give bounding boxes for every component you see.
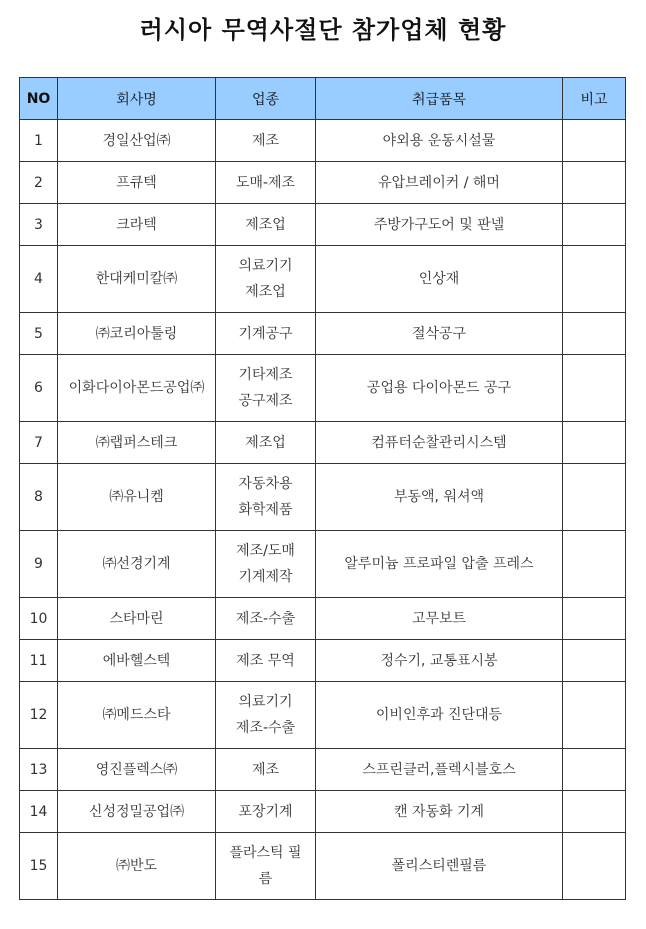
row-items: 알루미늄 프로파일 압출 프레스: [316, 531, 563, 598]
table-row: [20, 355, 626, 422]
row-industry: 포장기계: [216, 791, 316, 833]
table-row: [20, 598, 626, 640]
table-header-row: [20, 78, 626, 120]
table-row: [20, 791, 626, 833]
row-industry: 제조: [216, 749, 316, 791]
row-items: 야외용 운동시설물: [316, 120, 563, 162]
row-no: 15: [20, 833, 58, 900]
row-company: 이화다이아몬드공업㈜: [58, 355, 216, 422]
row-items: 유압브레이커 / 해머: [316, 162, 563, 204]
row-company: ㈜반도: [58, 833, 216, 900]
row-industry: 제조-수출: [216, 598, 316, 640]
row-note: [563, 120, 626, 162]
row-no: 14: [20, 791, 58, 833]
row-no: 4: [20, 246, 58, 313]
row-items: 이비인후과 진단대등: [316, 682, 563, 749]
table-row: [20, 204, 626, 246]
row-company: ㈜메드스타: [58, 682, 216, 749]
row-industry: 자동차용 화학제품: [216, 464, 316, 531]
table-row: [20, 162, 626, 204]
row-company: 신성정밀공업㈜: [58, 791, 216, 833]
row-company: ㈜선경기계: [58, 531, 216, 598]
row-company: 에바헬스텍: [58, 640, 216, 682]
table-row: [20, 120, 626, 162]
row-note: [563, 749, 626, 791]
header-items: 취급품목: [316, 78, 563, 120]
table-row: [20, 464, 626, 531]
row-no: 8: [20, 464, 58, 531]
row-industry: 제조업: [216, 422, 316, 464]
row-company: 경일산업㈜: [58, 120, 216, 162]
row-no: 5: [20, 313, 58, 355]
header-company: 회사명: [58, 78, 216, 120]
table-row: [20, 422, 626, 464]
row-note: [563, 313, 626, 355]
row-items: 캔 자동화 기계: [316, 791, 563, 833]
header-note: 비고: [563, 78, 626, 120]
row-note: [563, 246, 626, 313]
table-row: [20, 682, 626, 749]
row-note: [563, 204, 626, 246]
row-note: [563, 162, 626, 204]
row-no: 6: [20, 355, 58, 422]
row-no: 7: [20, 422, 58, 464]
row-items: 인상재: [316, 246, 563, 313]
row-items: 컴퓨터순찰관리시스템: [316, 422, 563, 464]
table-row: [20, 833, 626, 900]
row-no: 9: [20, 531, 58, 598]
row-note: [563, 422, 626, 464]
row-company: 프큐텍: [58, 162, 216, 204]
row-company: 영진플렉스㈜: [58, 749, 216, 791]
row-industry: 제조 무역: [216, 640, 316, 682]
row-no: 12: [20, 682, 58, 749]
row-no: 3: [20, 204, 58, 246]
row-note: [563, 640, 626, 682]
row-items: 주방가구도어 및 판넬: [316, 204, 563, 246]
row-industry: 기타제조 공구제조: [216, 355, 316, 422]
row-items: 절삭공구: [316, 313, 563, 355]
header-industry: 업종: [216, 78, 316, 120]
row-no: 2: [20, 162, 58, 204]
row-no: 10: [20, 598, 58, 640]
row-company: ㈜랩퍼스테크: [58, 422, 216, 464]
row-company: 스타마린: [58, 598, 216, 640]
row-industry: 도매-제조: [216, 162, 316, 204]
row-industry: 의료기기 제조업: [216, 246, 316, 313]
row-note: [563, 464, 626, 531]
row-items: 스프린클러,플렉시블호스: [316, 749, 563, 791]
row-company: 한대케미칼㈜: [58, 246, 216, 313]
table-row: [20, 749, 626, 791]
row-industry: 제조/도매 기계제작: [216, 531, 316, 598]
row-note: [563, 682, 626, 749]
table-row: [20, 640, 626, 682]
row-company: 크라텍: [58, 204, 216, 246]
row-no: 13: [20, 749, 58, 791]
row-note: [563, 833, 626, 900]
header-no: NO: [20, 78, 58, 120]
row-note: [563, 791, 626, 833]
row-items: 고무보트: [316, 598, 563, 640]
row-company: ㈜코리아툴링: [58, 313, 216, 355]
page-title: 러시아 무역사절단 참가업체 현황: [139, 16, 507, 44]
table-row: [20, 531, 626, 598]
row-items: 폴리스티렌필름: [316, 833, 563, 900]
row-no: 1: [20, 120, 58, 162]
table-row: [20, 313, 626, 355]
row-note: [563, 531, 626, 598]
row-company: ㈜유니켐: [58, 464, 216, 531]
row-industry: 의료기기 제조-수출: [216, 682, 316, 749]
row-industry: 제조: [216, 120, 316, 162]
row-items: 정수기, 교통표시봉: [316, 640, 563, 682]
row-note: [563, 598, 626, 640]
row-no: 11: [20, 640, 58, 682]
row-industry: 기계공구: [216, 313, 316, 355]
table-row: [20, 246, 626, 313]
company-table: [19, 77, 626, 900]
row-note: [563, 355, 626, 422]
row-industry: 플라스틱 필 름: [216, 833, 316, 900]
row-industry: 제조업: [216, 204, 316, 246]
row-items: 공업용 다이아몬드 공구: [316, 355, 563, 422]
row-items: 부동액, 워셔액: [316, 464, 563, 531]
